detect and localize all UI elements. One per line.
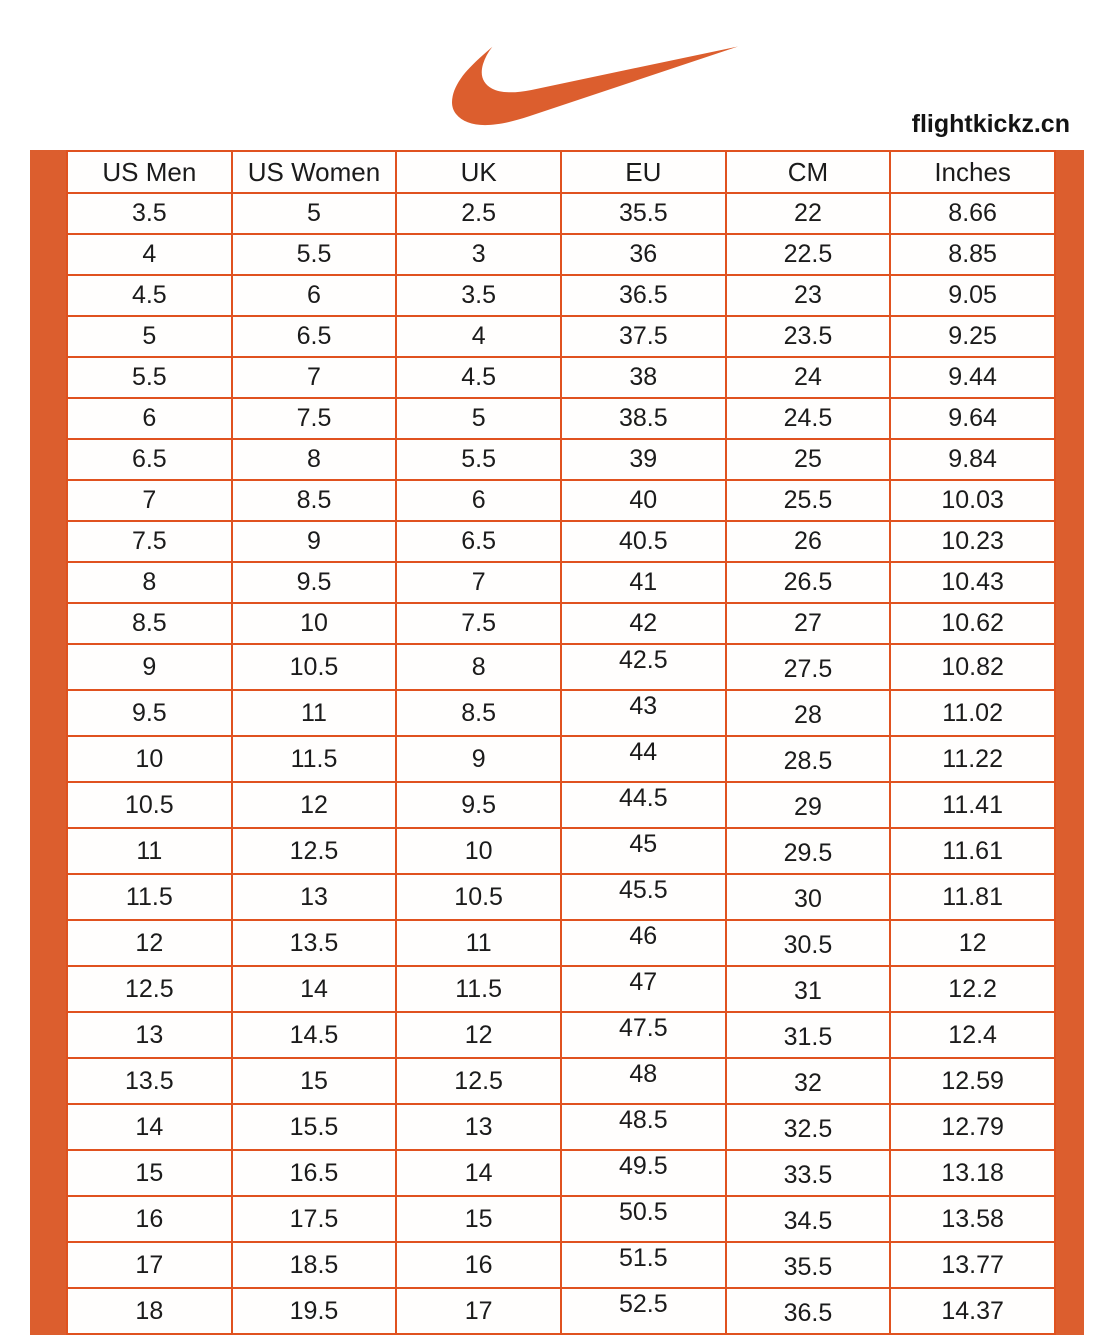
cell-us-women: 6 [232,275,397,316]
cell-us-men: 4 [67,234,232,275]
cell-uk: 11.5 [396,966,561,1012]
cell-us-men: 7.5 [67,521,232,562]
table-row [67,690,1055,736]
cell-eu: 50.5 [561,1196,726,1242]
cell-uk: 8 [396,644,561,690]
column-header-cm: CM [726,151,891,193]
cell-cm: 33.5 [726,1150,891,1196]
cell-cm: 28 [726,690,891,736]
table-row [67,439,1055,480]
cell-us-women: 19.5 [232,1288,397,1334]
size-table [66,150,1056,1335]
cell-us-women: 14 [232,966,397,1012]
cell-us-men: 5 [67,316,232,357]
cell-uk: 4 [396,316,561,357]
table-row [67,1058,1055,1104]
table-row [67,644,1055,690]
cell-uk: 9 [396,736,561,782]
cell-us-men: 9.5 [67,690,232,736]
cell-uk: 15 [396,1196,561,1242]
cell-uk: 10 [396,828,561,874]
cell-us-women: 15.5 [232,1104,397,1150]
cell-uk: 3.5 [396,275,561,316]
cell-cm: 32 [726,1058,891,1104]
cell-inches: 13.77 [890,1242,1055,1288]
cell-cm: 22.5 [726,234,891,275]
cell-cm: 34.5 [726,1196,891,1242]
cell-eu: 48 [561,1058,726,1104]
cell-us-women: 8 [232,439,397,480]
cell-cm: 26 [726,521,891,562]
cell-us-women: 6.5 [232,316,397,357]
cell-us-men: 9 [67,644,232,690]
cell-inches: 12.4 [890,1012,1055,1058]
cell-cm: 36.5 [726,1288,891,1334]
cell-eu: 44.5 [561,782,726,828]
cell-inches: 11.41 [890,782,1055,828]
cell-cm: 31 [726,966,891,1012]
cell-eu: 38 [561,357,726,398]
cell-inches: 11.02 [890,690,1055,736]
cell-eu: 45 [561,828,726,874]
cell-uk: 12 [396,1012,561,1058]
cell-inches: 10.23 [890,521,1055,562]
cell-cm: 23.5 [726,316,891,357]
cell-cm: 32.5 [726,1104,891,1150]
cell-cm: 29.5 [726,828,891,874]
table-row [67,1288,1055,1334]
cell-uk: 10.5 [396,874,561,920]
table-row [67,828,1055,874]
cell-us-women: 17.5 [232,1196,397,1242]
cell-uk: 4.5 [396,357,561,398]
table-row [67,782,1055,828]
cell-cm: 30 [726,874,891,920]
cell-eu: 38.5 [561,398,726,439]
cell-cm: 25.5 [726,480,891,521]
cell-cm: 22 [726,193,891,234]
table-row [67,316,1055,357]
cell-inches: 10.03 [890,480,1055,521]
cell-us-women: 15 [232,1058,397,1104]
cell-uk: 8.5 [396,690,561,736]
cell-us-men: 6.5 [67,439,232,480]
cell-eu: 39 [561,439,726,480]
table-row [67,966,1055,1012]
cell-uk: 7.5 [396,603,561,644]
cell-eu: 52.5 [561,1288,726,1334]
cell-us-women: 8.5 [232,480,397,521]
cell-eu: 40.5 [561,521,726,562]
cell-cm: 24 [726,357,891,398]
cell-us-men: 15 [67,1150,232,1196]
cell-us-men: 18 [67,1288,232,1334]
cell-us-men: 10.5 [67,782,232,828]
cell-us-women: 7 [232,357,397,398]
cell-us-women: 7.5 [232,398,397,439]
table-row [67,1150,1055,1196]
table-row [67,736,1055,782]
cell-inches: 8.85 [890,234,1055,275]
cell-us-men: 6 [67,398,232,439]
cell-us-men: 16 [67,1196,232,1242]
cell-cm: 24.5 [726,398,891,439]
cell-inches: 9.84 [890,439,1055,480]
cell-inches: 8.66 [890,193,1055,234]
cell-uk: 17 [396,1288,561,1334]
table-row [67,398,1055,439]
column-header-inches: Inches [890,151,1055,193]
cell-us-men: 11 [67,828,232,874]
table-row [67,521,1055,562]
table-row [67,480,1055,521]
column-header-us-men: US Men [67,151,232,193]
cell-us-men: 13 [67,1012,232,1058]
cell-inches: 12.59 [890,1058,1055,1104]
cell-us-men: 10 [67,736,232,782]
table-row [67,357,1055,398]
table-row [67,603,1055,644]
cell-inches: 12.2 [890,966,1055,1012]
cell-uk: 13 [396,1104,561,1150]
table-row [67,193,1055,234]
cell-eu: 46 [561,920,726,966]
cell-uk: 6 [396,480,561,521]
table-row [67,562,1055,603]
cell-us-women: 10 [232,603,397,644]
cell-eu: 40 [561,480,726,521]
cell-cm: 27 [726,603,891,644]
cell-cm: 28.5 [726,736,891,782]
cell-eu: 42 [561,603,726,644]
cell-cm: 29 [726,782,891,828]
site-link: flightkickz.cn [911,110,1070,138]
cell-cm: 25 [726,439,891,480]
cell-us-men: 12 [67,920,232,966]
cell-eu: 35.5 [561,193,726,234]
cell-inches: 9.25 [890,316,1055,357]
cell-us-women: 13 [232,874,397,920]
table-row [67,920,1055,966]
table-row [67,1242,1055,1288]
cell-inches: 10.82 [890,644,1055,690]
table-row [67,1104,1055,1150]
cell-uk: 7 [396,562,561,603]
cell-inches: 11.81 [890,874,1055,920]
cell-us-men: 5.5 [67,357,232,398]
cell-us-women: 12.5 [232,828,397,874]
cell-us-women: 5.5 [232,234,397,275]
cell-inches: 11.22 [890,736,1055,782]
cell-uk: 11 [396,920,561,966]
cell-cm: 30.5 [726,920,891,966]
cell-eu: 37.5 [561,316,726,357]
cell-eu: 44 [561,736,726,782]
cell-us-women: 14.5 [232,1012,397,1058]
cell-eu: 49.5 [561,1150,726,1196]
cell-us-women: 9 [232,521,397,562]
cell-us-men: 8 [67,562,232,603]
cell-cm: 27.5 [726,644,891,690]
cell-uk: 9.5 [396,782,561,828]
cell-uk: 3 [396,234,561,275]
cell-inches: 14.37 [890,1288,1055,1334]
cell-uk: 2.5 [396,193,561,234]
cell-us-men: 8.5 [67,603,232,644]
cell-us-men: 7 [67,480,232,521]
column-header-eu: EU [561,151,726,193]
cell-inches: 9.44 [890,357,1055,398]
cell-us-women: 18.5 [232,1242,397,1288]
cell-uk: 16 [396,1242,561,1288]
cell-eu: 45.5 [561,874,726,920]
cell-eu: 43 [561,690,726,736]
cell-eu: 47.5 [561,1012,726,1058]
table-row [67,874,1055,920]
cell-cm: 31.5 [726,1012,891,1058]
cell-us-women: 16.5 [232,1150,397,1196]
cell-us-women: 11.5 [232,736,397,782]
cell-inches: 12.79 [890,1104,1055,1150]
cell-us-men: 12.5 [67,966,232,1012]
cell-cm: 26.5 [726,562,891,603]
cell-uk: 12.5 [396,1058,561,1104]
cell-uk: 14 [396,1150,561,1196]
cell-us-women: 10.5 [232,644,397,690]
cell-us-men: 3.5 [67,193,232,234]
size-chart [30,150,1084,1335]
column-header-uk: UK [396,151,561,193]
cell-eu: 47 [561,966,726,1012]
cell-us-men: 11.5 [67,874,232,920]
cell-us-women: 5 [232,193,397,234]
cell-us-women: 13.5 [232,920,397,966]
cell-eu: 48.5 [561,1104,726,1150]
table-row [67,1012,1055,1058]
cell-us-women: 12 [232,782,397,828]
left-accent-band [30,150,66,1335]
table-row [67,1196,1055,1242]
cell-cm: 35.5 [726,1242,891,1288]
cell-eu: 36 [561,234,726,275]
cell-inches: 13.58 [890,1196,1055,1242]
cell-inches: 10.62 [890,603,1055,644]
cell-us-women: 11 [232,690,397,736]
cell-inches: 10.43 [890,562,1055,603]
cell-inches: 12 [890,920,1055,966]
cell-inches: 13.18 [890,1150,1055,1196]
cell-inches: 9.05 [890,275,1055,316]
cell-inches: 9.64 [890,398,1055,439]
column-header-us-women: US Women [232,151,397,193]
table-row [67,275,1055,316]
cell-us-men: 13.5 [67,1058,232,1104]
cell-us-men: 4.5 [67,275,232,316]
cell-eu: 51.5 [561,1242,726,1288]
table-row [67,234,1055,275]
cell-eu: 36.5 [561,275,726,316]
header-row [67,151,1055,193]
cell-us-women: 9.5 [232,562,397,603]
cell-inches: 11.61 [890,828,1055,874]
cell-uk: 5.5 [396,439,561,480]
right-accent-band [1056,150,1084,1335]
cell-eu: 42.5 [561,644,726,690]
cell-us-men: 17 [67,1242,232,1288]
cell-uk: 5 [396,398,561,439]
cell-uk: 6.5 [396,521,561,562]
cell-us-men: 14 [67,1104,232,1150]
cell-cm: 23 [726,275,891,316]
cell-eu: 41 [561,562,726,603]
